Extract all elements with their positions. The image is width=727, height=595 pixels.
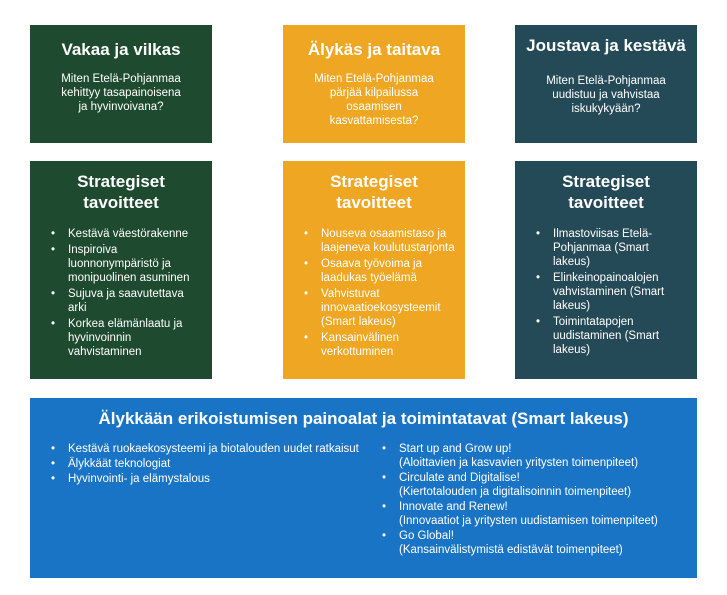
method-description: (Aloittavien ja kasvavien yritysten toimenpiteet) — [399, 457, 639, 469]
goals-box-vakaa — [30, 161, 212, 379]
method-name: • Go Global! — [399, 530, 454, 542]
method-item — [399, 500, 691, 528]
goals-box-joustava — [515, 161, 697, 379]
method-name: • Circulate and Digitalise! — [399, 472, 520, 484]
theme-box-vakaa — [30, 25, 212, 143]
goal-item: • Elinkeinopainoalojen vahvistaminen (Smart lakeus) — [553, 271, 687, 313]
goal-item: • Korkea elämänlaatu ja hyvinvoinnin vahvistaminen — [68, 317, 202, 359]
theme-question: Miten Etelä-Pohjanmaa kehittyy tasapainoisena ja hyvinvoivana? — [61, 73, 181, 113]
operating-methods-list — [399, 442, 691, 558]
method-name: • Start up and Grow up! — [399, 443, 512, 455]
goal-item: • Kestävä väestörakenne — [68, 227, 202, 241]
goals-title: Strategiset tavoitteet — [77, 172, 165, 212]
theme-box-joustava — [515, 25, 697, 143]
goals-title: Strategiset tavoitteet — [562, 172, 650, 212]
theme-question: Miten Etelä-Pohjanmaa pärjää kilpailussa osaamisen kasvattamisesta? — [314, 73, 434, 127]
goal-item: • Vahvistuvat innovaatioekosysteemit (Smart lakeus) — [321, 287, 455, 329]
smart-lakeus-box — [30, 398, 697, 578]
goals-list — [283, 227, 455, 359]
method-item — [399, 442, 691, 470]
method-name: • Innovate and Renew! — [399, 501, 508, 513]
theme-title: Vakaa ja vilkas — [61, 40, 181, 59]
theme-title: Älykäs ja taitava — [307, 40, 441, 59]
method-item — [399, 471, 691, 499]
theme-question: Miten Etelä-Pohjanmaa uudistuu ja vahvistaa iskukykyään? — [546, 75, 666, 115]
goals-list — [30, 227, 202, 359]
goal-item: • Kansainvälinen verkottuminen — [321, 331, 455, 359]
method-description: (Kiertotalouden ja digitalisoinnin toimenpiteet) — [399, 486, 632, 498]
theme-box-alykas — [283, 25, 465, 143]
method-description: (Kansainvälistymistä edistävät toimenpiteet) — [399, 544, 623, 556]
goal-item: • Ilmastoviisas Etelä-Pohjanmaa (Smart lakeus) — [553, 227, 687, 269]
focus-area-item: • Hyvinvointi- ja elämystalous — [68, 472, 368, 486]
smart-lakeus-title: Älykkään erikoistumisen painoalat ja toimintatavat (Smart lakeus) — [98, 409, 629, 428]
goal-item: • Sujuva ja saavutettava arki — [68, 287, 202, 315]
goal-item: • Nouseva osaamistaso ja laajeneva koulutustarjonta — [321, 227, 455, 255]
goal-item: • Osaava työvoima ja laadukas työelämä — [321, 257, 455, 285]
method-description: (Innovaatiot ja yritysten uudistamisen toimenpiteet) — [399, 515, 658, 527]
focus-area-item: • Älykkäät teknologiat — [68, 457, 368, 471]
theme-title: Joustava ja kestävä — [526, 36, 686, 55]
method-item — [399, 529, 691, 557]
goals-box-alykas — [283, 161, 465, 379]
focus-areas-list — [68, 442, 368, 487]
focus-area-item: • Kestävä ruokaekosysteemi ja biotalouden uudet ratkaisut — [68, 442, 368, 456]
goal-item: • Toimintatapojen uudistaminen (Smart lakeus) — [553, 315, 687, 357]
goals-list — [515, 227, 687, 357]
goal-item: • Inspiroiva luonnonympäristö ja monipuolinen asuminen — [68, 243, 202, 285]
goals-title: Strategiset tavoitteet — [330, 172, 418, 212]
